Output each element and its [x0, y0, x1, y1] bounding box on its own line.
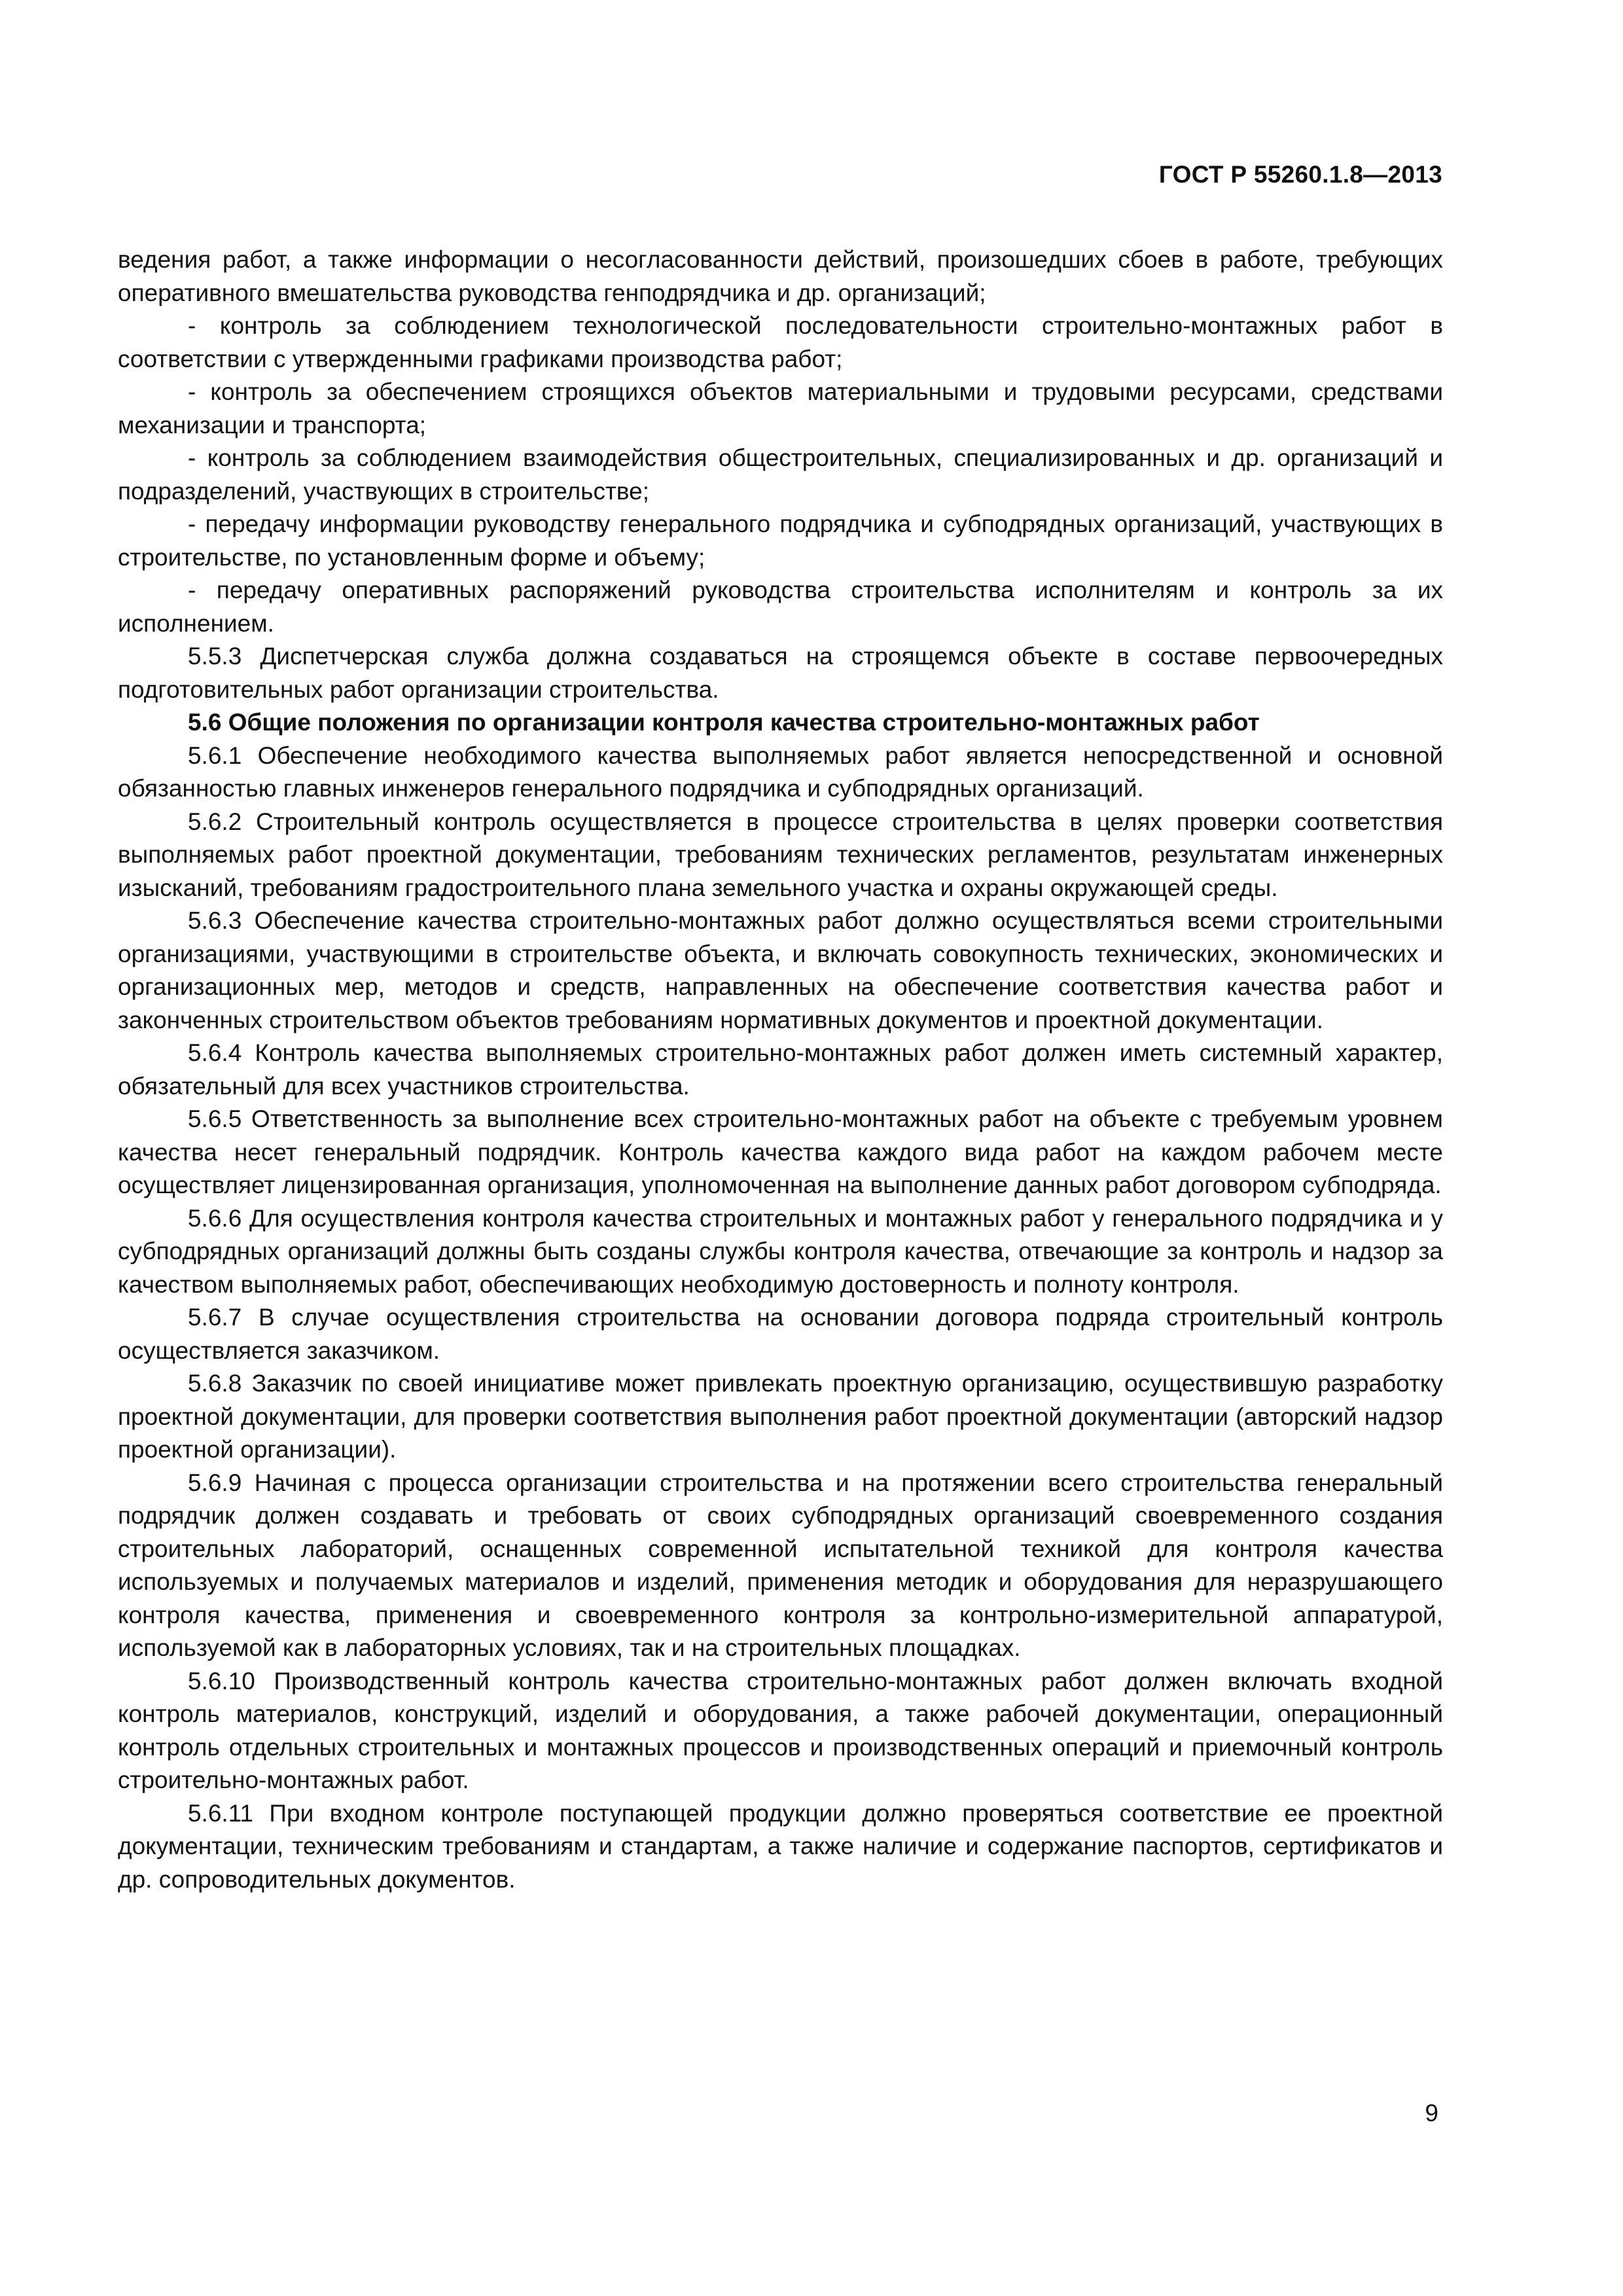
list-item-resource-control: - контроль за обеспечением строящихся объектов материальными и трудовыми ресурсами, средствами механизации и транспорта;	[118, 378, 1443, 439]
clause-5-6-11: 5.6.11 При входном контроле поступающей продукции должно проверяться соответствие ее проектной документации, техническим требованиям и стандартам, а также наличие и содержание паспортов, сертификатов и др. сопроводительных документов.	[118, 1799, 1443, 1893]
list-item-orders-transfer: - передачу оперативных распоряжений руководства строительства исполнителям и контроль за их исполнением.	[118, 577, 1443, 637]
clause-5-6-9: 5.6.9 Начиная с процесса организации строительства и на протяжении всего строительства генеральный подрядчик должен создавать и требовать от своих субподрядных организаций своевременного создания строительных лабораторий, оснащенных современной испытательной техникой для контроля качества используемых и получаемых материалов и изделий, применения методик и оборудования для неразрушающего контроля качества, применения и своевременного контроля за контрольно-измерительной аппаратурой, используемой как в лабораторных условиях, так и на строительных площадках.	[118, 1469, 1443, 1661]
page-number: 9	[1425, 2100, 1438, 2126]
clause-5-6-6: 5.6.6 Для осуществления контроля качества строительных и монтажных работ у генерального подрядчика и у субподрядных организаций должны быть созданы службы контроля качества, отвечающие за контроль и надзор за качеством выполняемых работ, обеспечивающих необходимую достоверность и полноту контроля.	[118, 1204, 1443, 1298]
clause-5-6-1: 5.6.1 Обеспечение необходимого качества выполняемых работ является непосредственной и основной обязанностью главных инженеров генерального подрядчика и субподрядных организаций.	[118, 742, 1443, 802]
clause-5-6-5: 5.6.5 Ответственность за выполнение всех строительно-монтажных работ на объекте с требуемым уровнем качества несет генеральный подрядчик. Контроль качества каждого вида работ на каждом рабочем месте осуществляет лицензированная организация, уполномоченная на выполнение данных работ договором субподряда.	[118, 1105, 1443, 1198]
clause-5-6-4: 5.6.4 Контроль качества выполняемых строительно-монтажных работ должен иметь системный характер, обязательный для всех участников строительства.	[118, 1039, 1443, 1100]
document-body	[118, 243, 1443, 1896]
clause-5-6-2: 5.6.2 Строительный контроль осуществляется в процессе строительства в целях проверки соответствия выполняемых работ проектной документации, требованиям технических регламентов, результатам инженерных изысканий, требованиям градостроительного плана земельного участка и охраны окружающей среды.	[118, 808, 1443, 901]
clause-5-6-3: 5.6.3 Обеспечение качества строительно-монтажных работ должно осуществляться всеми строительными организациями, участвующими в строительстве объекта, и включать совокупность технических, экономических и организационных мер, методов и средств, направленных на обеспечение соответствия качества работ и законченных строительством объектов требованиям нормативных документов и проектной документации.	[118, 907, 1443, 1033]
section-heading-5-6: 5.6 Общие положения по организации контроля качества строительно-монтажных работ	[188, 709, 1260, 736]
clause-5-6-8: 5.6.8 Заказчик по своей инициативе может привлекать проектную организацию, осуществившую разработку проектной документации, для проверки соответствия выполнения работ проектной документации (авторский надзор проектной организации).	[118, 1370, 1443, 1463]
document-code-header: ГОСТ Р 55260.1.8—2013	[1158, 161, 1442, 188]
clause-5-5-3: 5.5.3 Диспетчерская служба должна создаваться на строящемся объекте в составе первоочередных подготовительных работ организации строительства.	[118, 643, 1443, 703]
clause-5-6-7: 5.6.7 В случае осуществления строительства на основании договора подряда строительный контроль осуществляется заказчиком.	[118, 1304, 1443, 1364]
paragraph-continuation: ведения работ, а также информации о несогласованности действий, произошедших сбоев в работе, требующих оперативного вмешательства руководства генподрядчика и др. организаций;	[118, 246, 1443, 306]
list-item-sequence-control: - контроль за соблюдением технологической последовательности строительно-монтажных работ в соответствии с утвержденными графиками производства работ;	[118, 312, 1443, 372]
list-item-interaction-control: - контроль за соблюдением взаимодействия общестроительных, специализированных и др. организаций и подразделений, участвующих в строительстве;	[118, 444, 1443, 505]
list-item-info-transfer: - передачу информации руководству генерального подрядчика и субподрядных организаций, участвующих в строительстве, по установленным форме и объему;	[118, 511, 1443, 571]
clause-5-6-10: 5.6.10 Производственный контроль качества строительно-монтажных работ должен включать входной контроль материалов, конструкций, изделий и оборудования, а также рабочей документации, операционный контроль отдельных строительных и монтажных процессов и производственных операций и приемочный контроль строительно-монтажных работ.	[118, 1667, 1443, 1793]
